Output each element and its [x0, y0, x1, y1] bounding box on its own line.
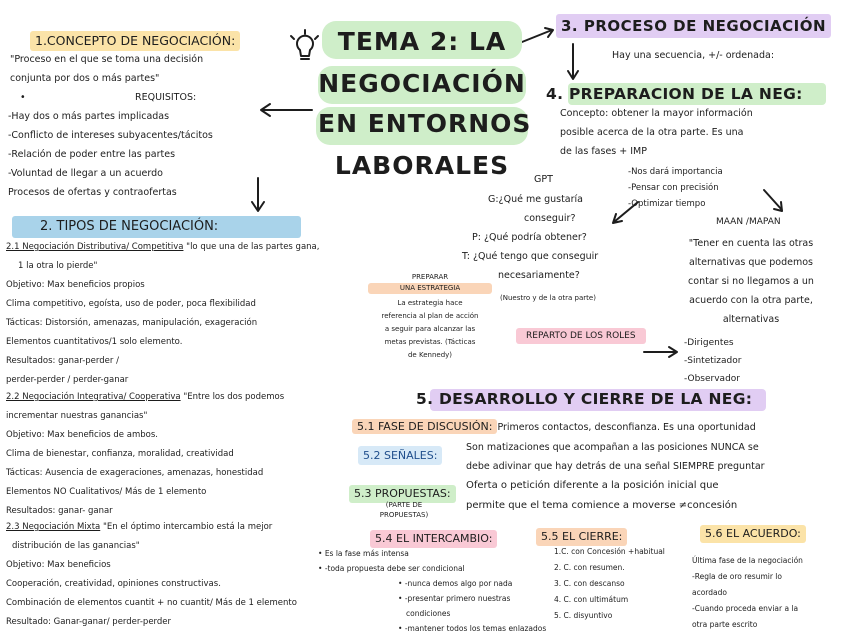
section4-concept: [560, 104, 753, 161]
requisitos-list: [8, 107, 213, 202]
list-item: -toda propuesta debe ser condicional: [324, 564, 465, 573]
list-item: -Hay dos o más partes implicadas: [8, 111, 170, 122]
acuerdo-label: 5.6 EL ACUERDO:: [700, 525, 806, 543]
prep-line: de Kennedy): [407, 351, 453, 359]
gpt-list: [462, 190, 599, 285]
gpt-line: conseguir?: [524, 213, 576, 224]
list-item: -Nos dará importancia: [628, 167, 723, 177]
maan-line: "Tener en cuenta las otras: [688, 238, 814, 249]
roles-title: REPARTO DE LOS ROLES: [516, 328, 646, 344]
list-item: Objetivo: Max beneficios de ambos.: [6, 430, 158, 440]
arrow-to-proceso: [522, 28, 553, 42]
propuestas-note-line: (PARTE DE: [385, 501, 423, 509]
lightbulb-icon: [291, 30, 318, 59]
integrativa-block: [6, 388, 284, 521]
list-item: Cooperación, creatividad, opiniones constructivas.: [6, 579, 221, 589]
mixta-title: 2.3 Negociación Mixta: [6, 522, 101, 532]
section1-definition: [10, 50, 203, 88]
arrow-to-concepto: [261, 104, 312, 116]
list-item: acordado: [692, 588, 727, 597]
maan-text: [656, 234, 846, 329]
list-item: Combinación de elementos cuantit + no cuantit/ Más de 1 elemento: [6, 598, 297, 608]
list-item: Clima competitivo, egoísta, uso de poder, poca flexibilidad: [6, 299, 256, 309]
propuestas-line: permite que el tema comience a moverse ≠concesión: [466, 500, 738, 511]
section3-heading: 3. PROCESO DE NEGOCIACIÓN: [556, 14, 831, 38]
list-item: -nunca demos algo por nada: [404, 579, 513, 588]
senales-line: Son matizaciones que acompañan a las posiciones NUNCA se: [466, 442, 759, 453]
section1-heading: 1.CONCEPTO DE NEGOCIACIÓN:: [30, 31, 240, 51]
prep-line: a seguir para alcanzar las: [384, 325, 476, 333]
list-item: Clima de bienestar, confianza, moralidad, creatividad: [6, 449, 234, 459]
prep-line: metas previstas. (Tácticas: [384, 338, 476, 346]
distributiva-block: [6, 238, 319, 390]
list-item: Tácticas: Distorsión, amenazas, manipulación, exageración: [6, 318, 258, 328]
list-item: Tácticas: Ausencia de exageraciones, amenazas, honestidad: [6, 468, 264, 478]
list-item: Objetivo: Max beneficios propios: [6, 280, 145, 290]
intercambio-label: 5.4 EL INTERCAMBIO:: [370, 530, 497, 548]
list-item: -presentar primero nuestras: [404, 594, 511, 603]
list-item: -Pensar con precisión: [628, 183, 719, 193]
distributiva-quote: "lo que una de las partes gana,: [186, 242, 320, 252]
list-item: Última fase de la negociación: [692, 556, 803, 565]
concept-line: posible acerca de la otra parte. Es una: [560, 127, 744, 138]
arrow-to-preparacion: [568, 44, 578, 79]
list-item: otra parte escrito: [692, 620, 758, 629]
discusion-row: [352, 418, 756, 437]
bullet: •: [20, 92, 26, 103]
list-item: -Dirigentes: [684, 338, 734, 348]
arrow-to-maan: [764, 190, 782, 211]
list-item: Resultado: Ganar-ganar/ perder-perder: [6, 617, 172, 627]
mixta-block: [6, 518, 297, 632]
prep-line: referencia al plan de acción: [381, 312, 479, 320]
discusion-text: Primeros contactos, desconfianza. Es una oportunidad: [497, 422, 756, 433]
list-item: 5. C. disyuntivo: [554, 611, 613, 620]
list-item: Elementos NO Cualitativos/ Más de 1 elemento: [6, 487, 207, 497]
section5-heading: 5. DESARROLLO Y CIERRE DE LA NEG:: [416, 390, 753, 408]
gpt-title: GPT: [534, 174, 553, 185]
list-item: Procesos de ofertas y contraofertas: [8, 187, 177, 198]
propuestas-note-line: PROPUESTAS): [379, 511, 429, 519]
list-item: -Relación de poder entre las partes: [8, 149, 176, 160]
distributiva-title: 2.1 Negociación Distributiva/ Competitiva: [6, 242, 184, 252]
senales-text: [466, 438, 765, 476]
list-item: -Sintetizador: [684, 356, 742, 366]
definition-line: conjunta por dos o más partes": [10, 73, 160, 84]
list-item: 1.C. con Concesión +habitual: [554, 547, 665, 556]
list-item: condiciones: [406, 609, 451, 618]
integrativa-quote: "Entre los dos podemos: [183, 392, 285, 402]
title-line-3: EN ENTORNOS: [318, 109, 532, 138]
list-item: Resultados: ganar-perder /: [6, 356, 119, 366]
gpt-line: T: ¿Qué tengo que conseguir: [462, 251, 599, 262]
maan-line: alternativas que podemos: [688, 257, 814, 268]
distributiva-quote-2: 1 la otra lo pierde": [18, 261, 98, 271]
list-item: -Observador: [684, 374, 740, 384]
section4-heading: 4. PREPARACION DE LA NEG:: [546, 85, 803, 103]
list-item: 3. C. con descanso: [554, 579, 625, 588]
roles-list: [684, 334, 741, 388]
cierre-list: [554, 544, 665, 624]
mixta-quote: "En el óptimo intercambio está la mejor: [102, 522, 273, 532]
maan-line: acuerdo con la otra parte,: [689, 295, 813, 306]
list-item: -Cuando proceda enviar a la: [692, 604, 799, 613]
arrow-to-tipos: [252, 178, 264, 211]
intercambio-list: • Es la fase más intensa • -toda propuesta debe ser condicional • -nunca demos algo por nada • -presentar primero nuestras condiciones • -mantener todos los temas enlazados: [318, 549, 547, 633]
list-item: -Regla de oro resumir lo: [692, 572, 782, 581]
prep-line: La estrategia hace: [397, 299, 463, 307]
discusion-label: 5.1 FASE DE DISCUSIÓN:: [352, 419, 497, 434]
propuestas-note: [372, 500, 436, 520]
list-item: 2. C. con resumen.: [554, 563, 625, 572]
gpt-line: P: ¿Qué podría obtener?: [472, 232, 587, 243]
mixta-quote-2: distribución de las ganancias": [12, 541, 140, 551]
list-item: Resultados: ganar- ganar: [6, 506, 113, 516]
list-item: Elementos cuantitativos/1 solo elemento.: [6, 337, 183, 347]
acuerdo-list: [692, 553, 803, 633]
arrow-to-roles: [644, 347, 677, 357]
concept-line: de las fases + IMP: [560, 146, 647, 157]
list-item: Es la fase más intensa: [324, 549, 409, 558]
maan-title: MAAN /MAPAN: [716, 217, 781, 227]
list-item: 4. C. con ultimátum: [554, 595, 629, 604]
integrativa-quote-2: incrementar nuestras ganancias": [6, 411, 148, 421]
definition-line: "Proceso en el que se toma una decisión: [10, 54, 204, 65]
senales-label: 5.2 SEÑALES:: [358, 446, 442, 465]
title-line-4: LABORALES: [334, 151, 510, 180]
list-item: perder-perder / perder-ganar: [6, 375, 129, 385]
section2-heading: 2. TIPOS DE NEGOCIACIÓN:: [12, 216, 301, 238]
propuestas-text: [466, 476, 737, 516]
list-item: -mantener todos los temas enlazados: [404, 624, 547, 633]
prep-sub: UNA ESTRATEGIA: [368, 283, 492, 294]
requisitos-title: REQUISITOS:: [135, 92, 197, 103]
integrativa-title: 2.2 Negociación Integrativa/ Cooperativa: [6, 392, 181, 402]
section3-text: Hay una secuencia, +/- ordenada:: [612, 50, 775, 61]
list-item: -Voluntad de llegar a un acuerdo: [8, 168, 163, 179]
propuestas-label: 5.3 PROPUESTAS:: [349, 485, 456, 503]
title-line-1: TEMA 2: LA: [337, 27, 507, 56]
gpt-line: G:¿Qué me gustaría: [488, 194, 583, 205]
list-item: Objetivo: Max beneficios: [6, 560, 111, 570]
importance-list: [628, 164, 723, 212]
maan-line: contar si no llegamos a un: [688, 276, 814, 287]
propuestas-line: Oferta o petición diferente a la posición inicial que: [466, 480, 719, 491]
title-line-2: NEGOCIACIÓN: [318, 69, 526, 98]
cierre-label: 5.5 EL CIERRE:: [536, 528, 627, 546]
senales-line: debe adivinar que hay detrás de una señal SIEMPRE preguntar: [466, 461, 765, 472]
list-item: -Optimizar tiempo: [628, 199, 706, 209]
gpt-line: necesariamente?: [498, 270, 580, 281]
prep-title: PREPARAR: [411, 273, 449, 281]
prep-text: [360, 297, 500, 362]
concept-line: Concepto: obtener la mayor información: [560, 108, 753, 119]
list-item: -Conflicto de intereses subyacentes/tácitos: [8, 130, 213, 141]
maan-line: alternativas: [722, 314, 780, 325]
gpt-note: (Nuestro y de la otra parte): [500, 294, 596, 302]
